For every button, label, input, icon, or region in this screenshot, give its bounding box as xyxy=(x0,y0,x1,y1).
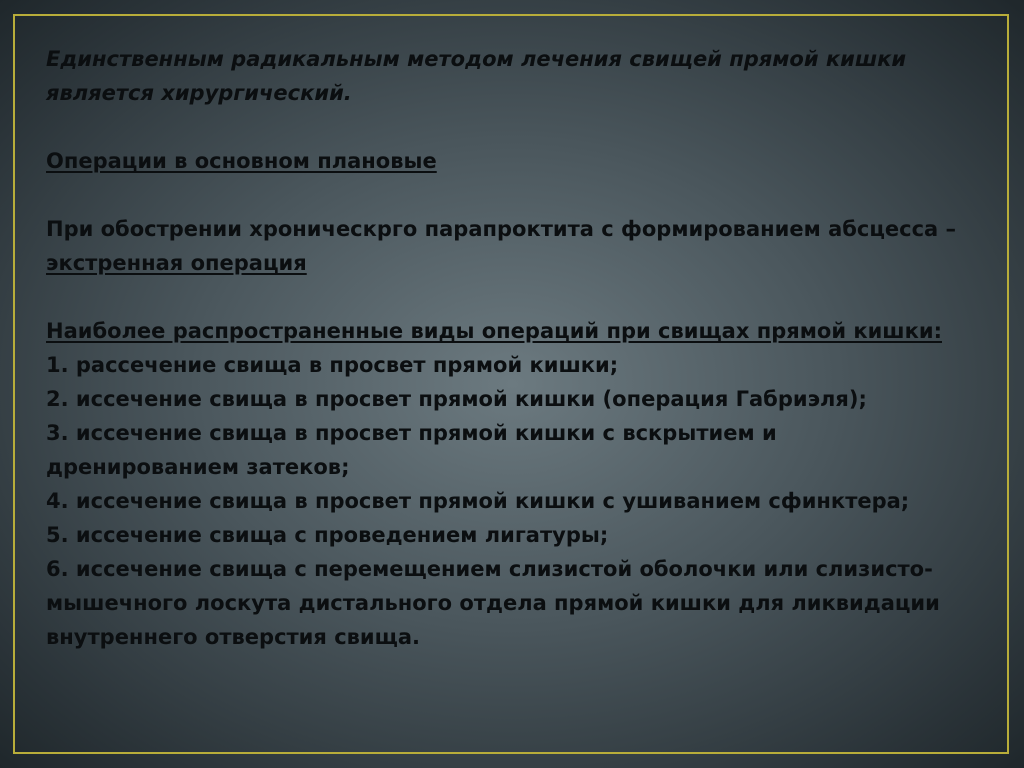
intro-text: Единственным радикальным методом лечения свищей прямой кишки является хирургический. xyxy=(46,47,907,105)
operation-types-heading: Наиболее распространенные виды операций при свищах прямой кишки: xyxy=(46,319,942,343)
list-item: 5. иссечение свища с проведением лигатуры; xyxy=(46,523,609,547)
list-item: 4. иссечение свища в просвет прямой кишки с ушиванием сфинктера; xyxy=(46,489,910,513)
planned-operations-text: Операции в основном плановые xyxy=(46,149,437,173)
slide-content xyxy=(46,42,976,654)
acute-prefix-text: При обострении хроническрго парапроктита с формированием абсцесса – xyxy=(46,217,957,241)
emergency-operation-text: экстренная операция xyxy=(46,251,307,275)
acute-paragraph xyxy=(46,212,976,280)
list-item: 3. иссечение свища в просвет прямой кишки с вскрытием и дренированием затеков; xyxy=(46,421,777,479)
list-item: 1. рассечение свища в просвет прямой кишки; xyxy=(46,353,619,377)
list-item: 6. иссечение свища с перемещением слизистой оболочки или слизисто-мышечного лоскута дистального отдела прямой кишки для ликвидации внутреннего отверстия свища. xyxy=(46,557,940,649)
operation-types xyxy=(46,314,976,654)
list-item: 2. иссечение свища в просвет прямой кишки (операция Габриэля); xyxy=(46,387,867,411)
